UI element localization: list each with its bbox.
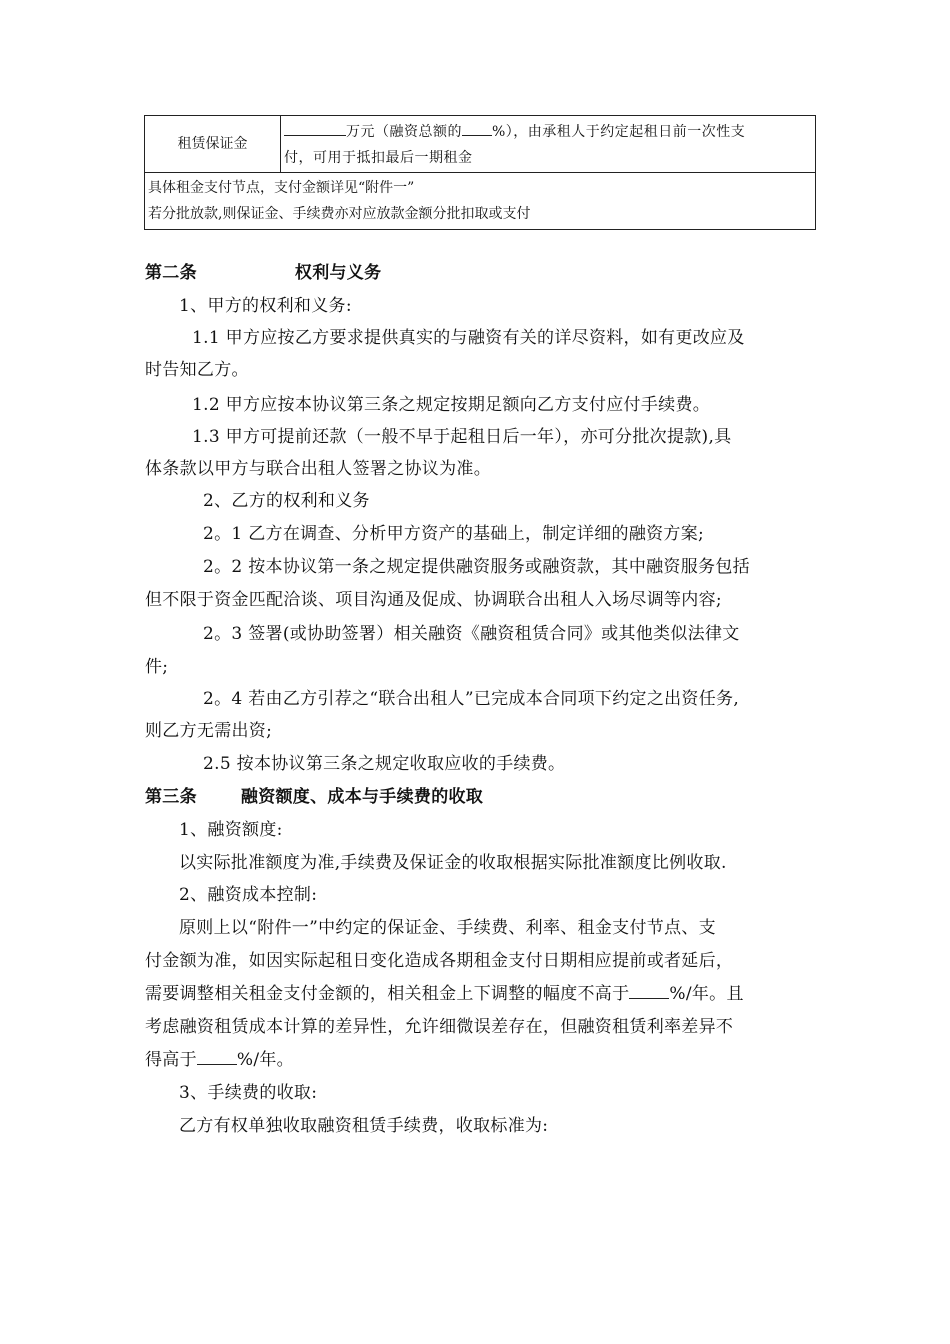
- table-note-2: 若分批放款,则保证金、手续费亦对应放款金额分批扣取或支付: [148, 206, 531, 222]
- article-3-number: 第三条: [145, 787, 197, 807]
- note-cell: [145, 173, 816, 230]
- clause-2-4-line-1: 2。4 若由乙方引荐之“联合出租人”已完成本合同项下约定之出资任务,: [203, 689, 740, 709]
- section-2-line-3-text: 需要调整相关租金支付金额的，相关租金上下调整的幅度不高于: [145, 984, 630, 1004]
- clause-1-3-line-2: 体条款以甲方与联合出租人签署之协议为准。: [145, 459, 491, 479]
- table-row: [145, 116, 816, 173]
- section-2-line-1: 原则上以“附件一”中约定的保证金、手续费、利率、租金支付节点、支: [179, 918, 716, 938]
- article-2-heading: [145, 258, 381, 288]
- article-3-title: 融资额度、成本与手续费的收取: [240, 787, 484, 807]
- section-1-heading: 1、融资额度:: [179, 820, 283, 840]
- table-row: [145, 173, 816, 230]
- article-3-heading: [145, 782, 483, 812]
- section-3-heading: 3、手续费的收取:: [179, 1083, 318, 1103]
- deposit-text-3: 付，可用于抵扣最后一期租金: [284, 149, 473, 166]
- section-1-text: 以实际批准额度为准,手续费及保证金的收取根据实际批准额度比例收取.: [179, 853, 727, 873]
- section-2-line-4: 考虑融资租赁成本计算的差异性，允许细微误差存在，但融资租赁利率差异不: [145, 1017, 734, 1037]
- deposit-text-1: 万元（融资总额的: [346, 123, 462, 140]
- deposit-value-cell: [281, 116, 816, 173]
- clause-1-3-line-1: 1.3 甲方可提前还款（一般不早于起租日后一年），亦可分批次提款),具: [192, 427, 732, 447]
- deposit-table: [144, 115, 816, 230]
- table-note-1: 具体租金支付节点，支付金额详见“附件一”: [148, 180, 415, 196]
- clause-2-1: 2。1 乙方在调查、分析甲方资产的基础上，制定详细的融资方案;: [203, 524, 705, 544]
- clause-1-heading: 1、甲方的权利和义务:: [179, 296, 352, 316]
- deposit-label: 租赁保证金: [177, 136, 248, 152]
- amount-blank: [284, 118, 346, 136]
- clause-2-3-line-1: 2。3 签署(或协助签署）相关融资《融资租赁合同》或其他类似法律文: [203, 624, 740, 644]
- percent-blank: [462, 118, 492, 136]
- article-2-title: 权利与义务: [294, 263, 382, 283]
- article-2-number: 第二条: [145, 263, 197, 283]
- clause-2-5: 2.5 按本协议第三条之规定收取应收的手续费。: [203, 754, 566, 774]
- section-3-text: 乙方有权单独收取融资租赁手续费，收取标准为:: [179, 1116, 549, 1136]
- clause-1-1-line-2: 时告知乙方。: [145, 360, 249, 380]
- rate-difference-blank: [197, 1047, 237, 1065]
- deposit-text-2: %），由承租人于约定起租日前一次性支: [492, 123, 746, 140]
- clause-2-heading: 2、乙方的权利和义务: [203, 491, 370, 511]
- section-2-line-5-unit: %/年。: [236, 1050, 294, 1070]
- section-2-line-5-text: 得高于: [145, 1050, 197, 1070]
- rate-blank: [629, 981, 669, 999]
- clause-2-2-line-2: 但不限于资金匹配洽谈、项目沟通及促成、协调联合出租人入场尽调等内容;: [145, 590, 722, 610]
- clause-2-3-line-2: 件;: [145, 657, 169, 677]
- clause-1-1-line-1: 1.1 甲方应按乙方要求提供真实的与融资有关的详尽资料，如有更改应及: [192, 328, 745, 348]
- section-2-line-3: [145, 979, 744, 1009]
- deposit-label-cell: [145, 116, 281, 173]
- clause-2-2-line-1: 2。2 按本协议第一条之规定提供融资服务或融资款，其中融资服务包括: [203, 557, 750, 577]
- section-2-line-5: [145, 1045, 294, 1075]
- section-2-line-2: 付金额为准，如因实际起租日变化造成各期租金支付日期相应提前或者延后，: [145, 951, 734, 971]
- section-2-heading: 2、融资成本控制:: [179, 885, 318, 905]
- section-2-line-3-unit: %/年。且: [669, 984, 744, 1004]
- clause-1-2: 1.2 甲方应按本协议第三条之规定按期足额向乙方支付应付手续费。: [192, 395, 711, 415]
- clause-2-4-line-2: 则乙方无需出资;: [145, 721, 273, 741]
